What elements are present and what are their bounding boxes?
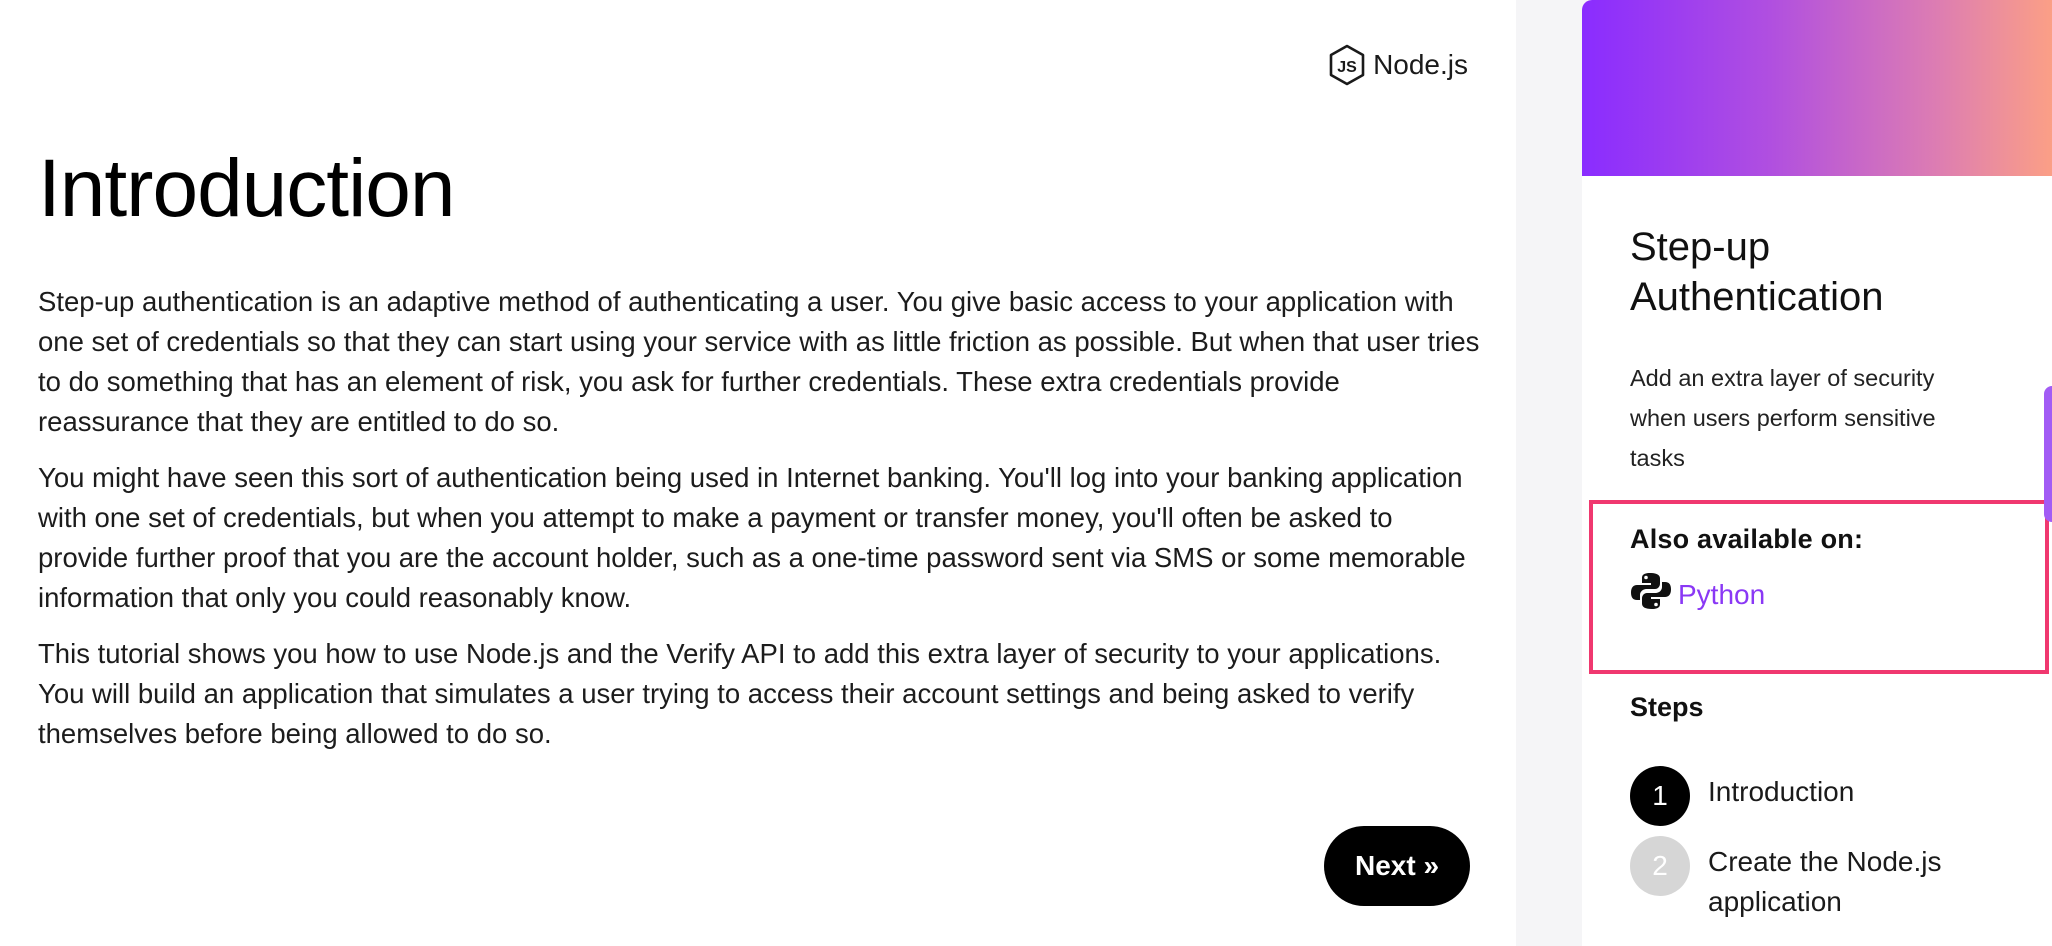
intro-paragraph: Step-up authentication is an adaptive method of authenticating a user. You give basic access to your application with one set of credentials so that they can start using your service with as little friction as possible. But when that user tries to do something that has an element of risk, you ask for further credentials. These extra credentials provide reassurance that they are entitled to do so. xyxy=(38,286,1480,437)
step-item-introduction[interactable] xyxy=(1630,766,2008,826)
step-number-badge: 1 xyxy=(1630,766,1690,826)
step-label: Introduction xyxy=(1708,776,1855,807)
next-button[interactable]: Next » xyxy=(1324,826,1470,906)
intro-body xyxy=(38,282,1488,770)
step-item-create-app[interactable] xyxy=(1630,836,2008,922)
svg-text:JS: JS xyxy=(1337,59,1357,76)
python-link[interactable] xyxy=(1630,570,1765,619)
python-icon xyxy=(1630,570,1672,619)
also-available-label: Also available on: xyxy=(1630,524,1864,554)
sidebar-title: Step-up Authentication xyxy=(1630,225,1884,319)
sidebar-description: Add an extra layer of security when users perform sensitive tasks xyxy=(1630,365,1936,471)
sidebar-banner xyxy=(1582,0,2052,176)
intro-paragraph: You might have seen this sort of authentication being used in Internet banking. You'll log into your banking application with one set of credentials, but when you attempt to make a payment or transfer money, you'll often be asked to provide further proof that you are the account holder, such as a one-time password sent via SMS or some memorable information that only you could reasonably know. xyxy=(38,462,1466,613)
sidebar-scrollbar[interactable] xyxy=(2044,386,2052,522)
nodejs-icon xyxy=(1328,44,1366,86)
step-label: Create the Node.js application xyxy=(1708,846,1942,917)
also-available-box xyxy=(1589,500,2049,674)
page-title: Introduction xyxy=(38,143,455,234)
steps-heading: Steps xyxy=(1630,692,1704,722)
language-selector[interactable] xyxy=(1328,44,1468,86)
tutorial-sidebar xyxy=(1582,0,2052,946)
python-link-label: Python xyxy=(1678,578,1766,610)
step-number-badge: 2 xyxy=(1630,836,1690,896)
language-label: Node.js xyxy=(1373,49,1468,80)
intro-paragraph: This tutorial shows you how to use Node.js and the Verify API to add this extra layer of security to your applications. You will build an application that simulates a user trying to access their account settings and being asked to verify themselves before being allowed to do so. xyxy=(38,638,1442,749)
